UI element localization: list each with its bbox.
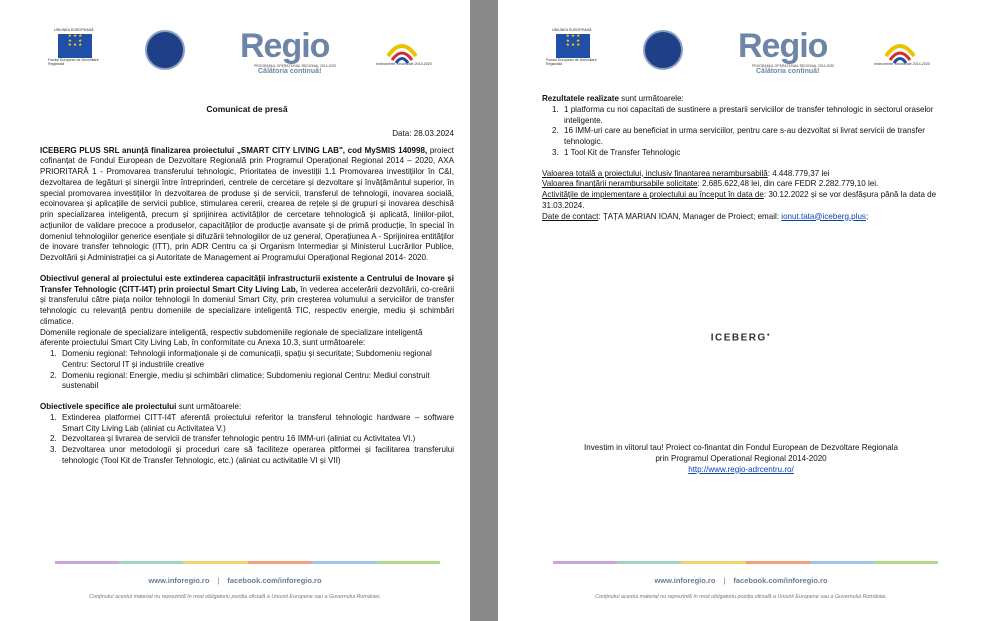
results-body xyxy=(542,94,956,222)
footer-links xyxy=(498,576,984,585)
press-release-body xyxy=(40,104,454,467)
footer-site-link[interactable]: www.inforegio.ro xyxy=(148,576,210,585)
specific-bold: Obiectivele specifice ale proiectului xyxy=(40,402,177,411)
list-number: 2. xyxy=(50,434,57,444)
footer-disclaimer: Conținutul acestui material nu reprezintă în mod obligatoriu poziția oficială a Uniunii Europene sau a Guvernului României. xyxy=(89,594,381,600)
total-label: Valoarea totală a proiectului, inclusiv finantarea nerambursabilă xyxy=(542,168,768,178)
document-page-1 xyxy=(0,0,470,621)
header-logos xyxy=(0,28,470,82)
list-item xyxy=(542,126,956,148)
list-item xyxy=(40,413,454,435)
list-number: 2. xyxy=(552,126,559,136)
contact-email-link[interactable]: ionut.tata@iceberg.plus xyxy=(781,211,866,221)
domains-intro: Domeniile regionale de specializare inteligentă, respectiv subdomeniile regionale de specializare inteligentă aferente proiectului Smart City Living Lab, în conformitate cu Anexa 10.3, sunt următoarele: xyxy=(40,327,423,348)
footer-disclaimer: Conținutul acestui material nu reprezintă în mod obligatoriu poziția oficială a Uniunii Europene sau a Guvernului României. xyxy=(595,594,887,600)
iceberg-logo: ICEBERG● xyxy=(710,332,772,344)
contact-value: : ȚAȚA MARIAN IOAN, Manager de Proiect; email: xyxy=(598,211,782,221)
government-seal-icon xyxy=(145,30,185,70)
footer-color-bar xyxy=(55,561,440,564)
list-number: 1. xyxy=(552,104,559,114)
regio-tagline: Călătoria continuă! xyxy=(258,68,322,75)
funding-statement xyxy=(498,443,984,475)
list-number: 3. xyxy=(50,445,57,454)
regio-wordmark: Regio xyxy=(738,27,828,65)
list-item xyxy=(40,445,454,467)
list-number: 1. xyxy=(50,349,57,358)
footer-color-bar xyxy=(553,561,938,564)
list-text: 1 Tool Kit de Transfer Tehnologic xyxy=(564,147,681,157)
release-date: Data: 28.03.2024 xyxy=(392,128,454,138)
results-heading xyxy=(542,94,956,105)
list-text: Extinderea platformei CITT-I4T aferentă proiectului referitor la transferul tehnologic hardware – software Smart City Living Lab (aliniat cu Activitatea V.) xyxy=(62,412,454,433)
structural-instruments-label: Instrumente Structurale 2014-2020 xyxy=(874,62,930,66)
list-item xyxy=(542,148,956,159)
list-number: 3. xyxy=(552,147,559,157)
footer-facebook-link[interactable]: facebook.com/inforegio.ro xyxy=(227,576,322,585)
list-item xyxy=(40,371,454,393)
intro-bold: ICEBERG PLUS SRL anunță finalizarea proiectului „SMART CITY LIVING LAB", cod MySMIS 140998, xyxy=(40,145,428,155)
document-page-2 xyxy=(498,0,984,621)
list-number: 1. xyxy=(50,412,57,422)
list-text: Dezvoltarea unor metodologii și proceduri care să faciliteze operarea pltformei și facilitarea transferului tehnologic (Tool Kit de Transfer Tehnologic, etc.) (aliniat cu activitatile VI și VII) xyxy=(62,445,454,465)
start-value: : 30.12.2022 și se vor desfășura până la data de 31.03.2024. xyxy=(542,190,937,210)
regio-subtitle: PROGRAMUL OPERAȚIONAL REGIONAL 2014-2020 xyxy=(752,64,835,68)
eu-fund-label: Fondul European de Dezvoltare Regională xyxy=(546,58,597,67)
contact-end: ; xyxy=(865,211,869,221)
objective-paragraph xyxy=(40,274,454,328)
intro-paragraph xyxy=(40,146,454,264)
grant-value xyxy=(542,179,956,190)
objective-text: în vederea accelerării dezvoltării, co-creării și transferului către piața noilor tehnologii în domeniul Smart City, prin creșterea volumului a serviciilor de transfer tehnologic cu relevanță pentru domeniile de specializare inteligentă TIC, respectiv energie, mediu și schimbări climatice. xyxy=(40,284,454,326)
list-text: Domeniu regional: Energie, mediu și schimbări climatice; Subdomeniu regional Centru: Mediul construit sustenabil xyxy=(62,370,430,391)
footer-separator: | xyxy=(723,576,726,585)
results-list xyxy=(542,105,956,159)
regio-wordmark: Regio xyxy=(240,27,330,65)
contact-label: Date de contact xyxy=(542,211,599,221)
list-item xyxy=(40,349,454,371)
results-bold: Rezultatele realizate xyxy=(542,94,619,103)
total-amount: : 4.448.779,37 lei xyxy=(767,168,830,178)
start-label: Activitățile de implementare a proiectului au început în data de xyxy=(542,190,764,199)
specific-objectives-list xyxy=(40,413,454,467)
regio-logo xyxy=(240,28,350,82)
regio-subtitle: PROGRAMUL OPERAȚIONAL REGIONAL 2014-2020 xyxy=(254,64,337,68)
eu-flag-icon: ★ ★ ★ ★ ★ ★ ★ ★ xyxy=(556,34,590,58)
government-seal-icon xyxy=(643,30,683,70)
structural-instruments-label: Instrumente Structurale 2014-2020 xyxy=(376,62,432,66)
regio-tagline: Călătoria continuă! xyxy=(756,68,820,75)
footer-separator: | xyxy=(217,576,220,585)
footer-site-link[interactable]: www.inforegio.ro xyxy=(654,576,716,585)
list-number: 2. xyxy=(50,370,57,380)
regio-logo xyxy=(738,28,848,82)
invest-line-1: Investim in viitorul tau! Proiect co-finantat din Fondul European de Dezvoltare Regionala xyxy=(583,443,898,452)
domains-list xyxy=(40,349,454,392)
iceberg-wordmark: ICEBERG xyxy=(710,332,767,344)
eu-fund-label: Fondul European de Dezvoltare Regională xyxy=(48,58,99,67)
eu-flag-icon: ★ ★ ★ ★ ★ ★ ★ ★ xyxy=(58,34,92,58)
objective-bold: Obiectivul general al proiectului este extinderea capacității infrastructurii existente a Centrului de Inovare și Transfer Tehnologic (CITT-I4T) prin proiectul Smart City Living Lab, xyxy=(40,273,454,294)
grant-label: Valoarea finanțării nerambursabile solicitate xyxy=(542,179,698,189)
invest-line-2: prin Programul Operational Regional 2014-2020 xyxy=(655,453,827,463)
list-text: Domeniu regional: Tehnologii informaționale și de comunicații, spațiu și securitate; Subdomeniu regional Centru: Sectorul IT și industriile creative xyxy=(62,349,432,369)
eu-label: UNIUNEA EUROPEANĂ xyxy=(54,28,94,32)
results-text: sunt următoarele: xyxy=(618,94,684,103)
list-text: 1 platforma cu noi capacitati de sustinere a prestarii serviciilor de transfer tehnologic in sectorul oraselor inteligente. xyxy=(564,104,934,125)
grant-amount: : 2.685.622,48 lei, din care FEDR 2.282.779,10 lei. xyxy=(697,179,879,189)
regio-adrcentru-link[interactable]: http://www.regio-adrcentru.ro/ xyxy=(688,464,794,474)
footer-links xyxy=(0,576,470,585)
eu-label: UNIUNEA EUROPEANĂ xyxy=(552,28,592,32)
intro-text: proiect cofinanțat de Fondul European de Dezvoltare Regională prin Programul Operațional Regional 2014 – 2020, AXA PRIORITARĂ 1 - Promovarea transferului tehnologic, Prioritatea de investiții 1.1 Promovarea investițiilor în C&I, dezvoltarea de legături și sinergii între întreprinderi, centrele de cercetare și dezvoltare și învățământul superior, în special promovarea investițiilor în dezvoltarea de produse și de servicii, transferul de tehnologii, inovarea socială, ecoinovarea și aplicațiile de servicii publice, stimularea cererii, crearea de rețele și de grupuri și inovarea deschisă prin specializarea inteligentă, precum și sprijinirea activităților de cercetare tehnologică și aplicată, liniilor-pilot, acțiunilor de validare precoce a produselor, capacităților de producție avansate și de primă producție, în special în domeniul tehnologiilor generice esențiale și difuzării tehnologiilor de uz general, Operațiunea A - Sprijinirea entităților de inovare transfer tehnologic (ITT), prin ADR Centru ca și Organism Intermediar și Ministerul Lucrărilor Publice, Dezvoltării și Administrației ca și Autoritate de Management ai Programului Operațional Regional 2014- 2020. xyxy=(40,145,454,262)
list-text: 16 IMM-uri care au beneficiat in urma serviciilor, pentru care s-au dezvoltat si livrat servicii de transfer tehnologic. xyxy=(564,126,925,146)
list-item xyxy=(40,434,454,445)
footer-facebook-link[interactable]: facebook.com/inforegio.ro xyxy=(733,576,828,585)
page-title: Comunicat de presă xyxy=(206,104,288,114)
specific-text: sunt următoarele: xyxy=(176,402,242,411)
specific-objectives-heading xyxy=(40,402,454,413)
total-value xyxy=(542,169,956,180)
list-item xyxy=(542,105,956,127)
contact-info xyxy=(542,212,956,223)
list-text: Dezvoltarea și livrarea de servicii de transfer tehnologic pentru 16 IMM-uri (aliniat cu Activitatea VI.) xyxy=(62,434,416,444)
implementation-period xyxy=(542,190,956,212)
header-logos xyxy=(498,28,984,82)
